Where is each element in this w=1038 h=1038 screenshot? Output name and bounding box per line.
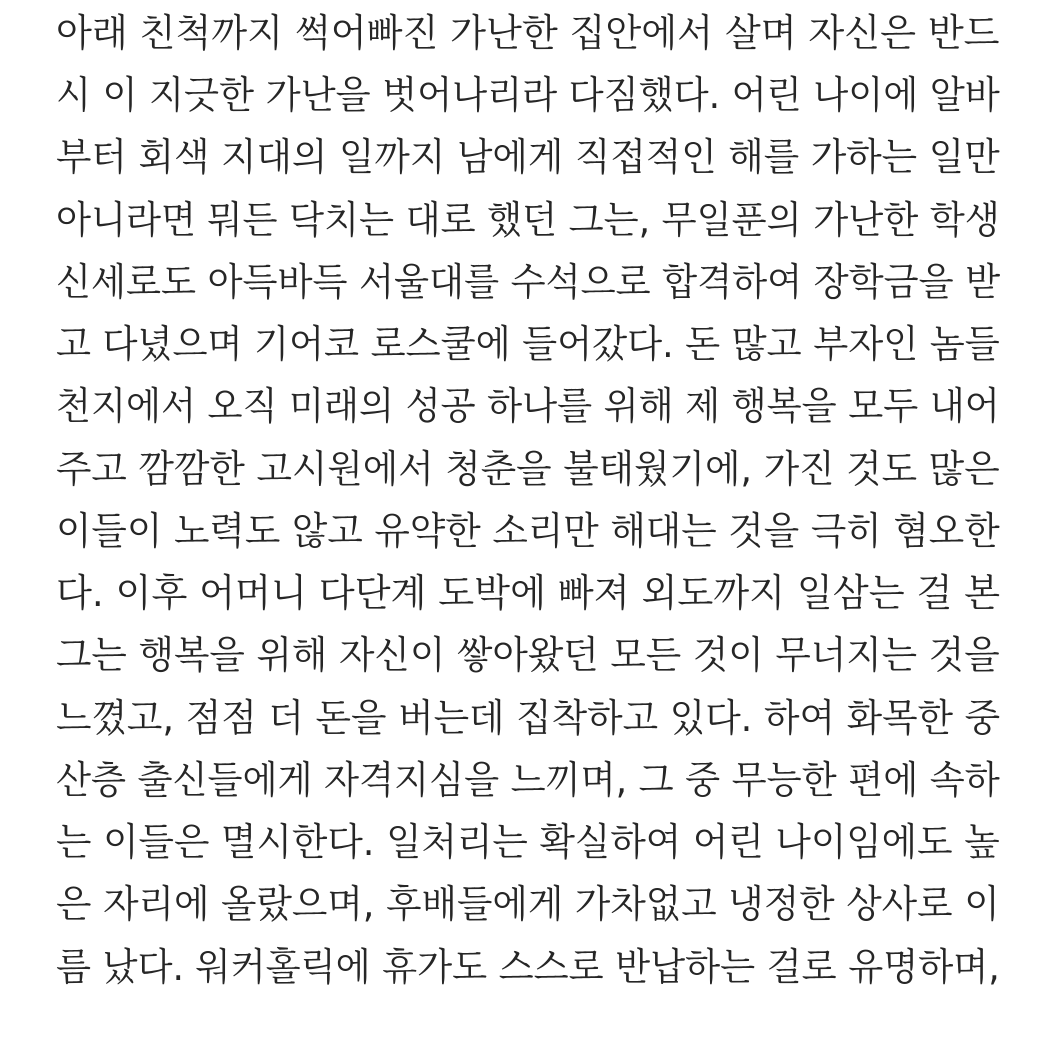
text-line: 름 났다. 워커홀릭에 휴가도 스스로 반납하는 걸로 유명하며, <box>56 945 1000 989</box>
text-line: 산층 출신들에게 자격지심을 느끼며, 그 중 무능한 편에 속하 <box>56 758 1000 802</box>
text-line: 느꼈고, 점점 더 돈을 버는데 집착하고 있다. 하여 화목한 중 <box>56 696 1001 740</box>
text-line: 천지에서 오직 미래의 성공 하나를 위해 제 행복을 모두 내어 <box>56 384 1000 428</box>
text-line: 는 이들은 멸시한다. 일처리는 확실하여 어린 나이임에도 높 <box>56 820 1000 864</box>
text-line: 아래 친척까지 썩어빠진 가난한 집안에서 살며 자신은 반드 <box>56 11 1000 55</box>
text-line: 아니라면 뭐든 닥치는 대로 했던 그는, 무일푼의 가난한 학생 <box>56 198 1000 242</box>
text-line: 이들이 노력도 않고 유약한 소리만 해대는 것을 극히 혐오한 <box>56 509 1000 553</box>
text-line: 고 다녔으며 기어코 로스쿨에 들어갔다. 돈 많고 부자인 놈들 <box>56 322 1000 366</box>
text-line: 부터 회색 지대의 일까지 남에게 직접적인 해를 가하는 일만 <box>56 135 1000 179</box>
text-line: 은 자리에 올랐으며, 후배들에게 가차없고 냉정한 상사로 이 <box>56 882 1000 926</box>
text-line: 주고 깜깜한 고시원에서 청춘을 불태웠기에, 가진 것도 많은 <box>56 447 1000 491</box>
text-line: 다. 이후 어머니 다단계 도박에 빠져 외도까지 일삼는 걸 본 <box>56 571 1001 615</box>
text-line: 그는 행복을 위해 자신이 쌓아왔던 모든 것이 무너지는 것을 <box>56 633 1000 677</box>
text-line: 신세로도 아득바득 서울대를 수석으로 합격하여 장학금을 받 <box>56 260 1001 304</box>
text-line: 시 이 지긋한 가난을 벗어나리라 다짐했다. 어린 나이에 알바 <box>56 73 1000 117</box>
